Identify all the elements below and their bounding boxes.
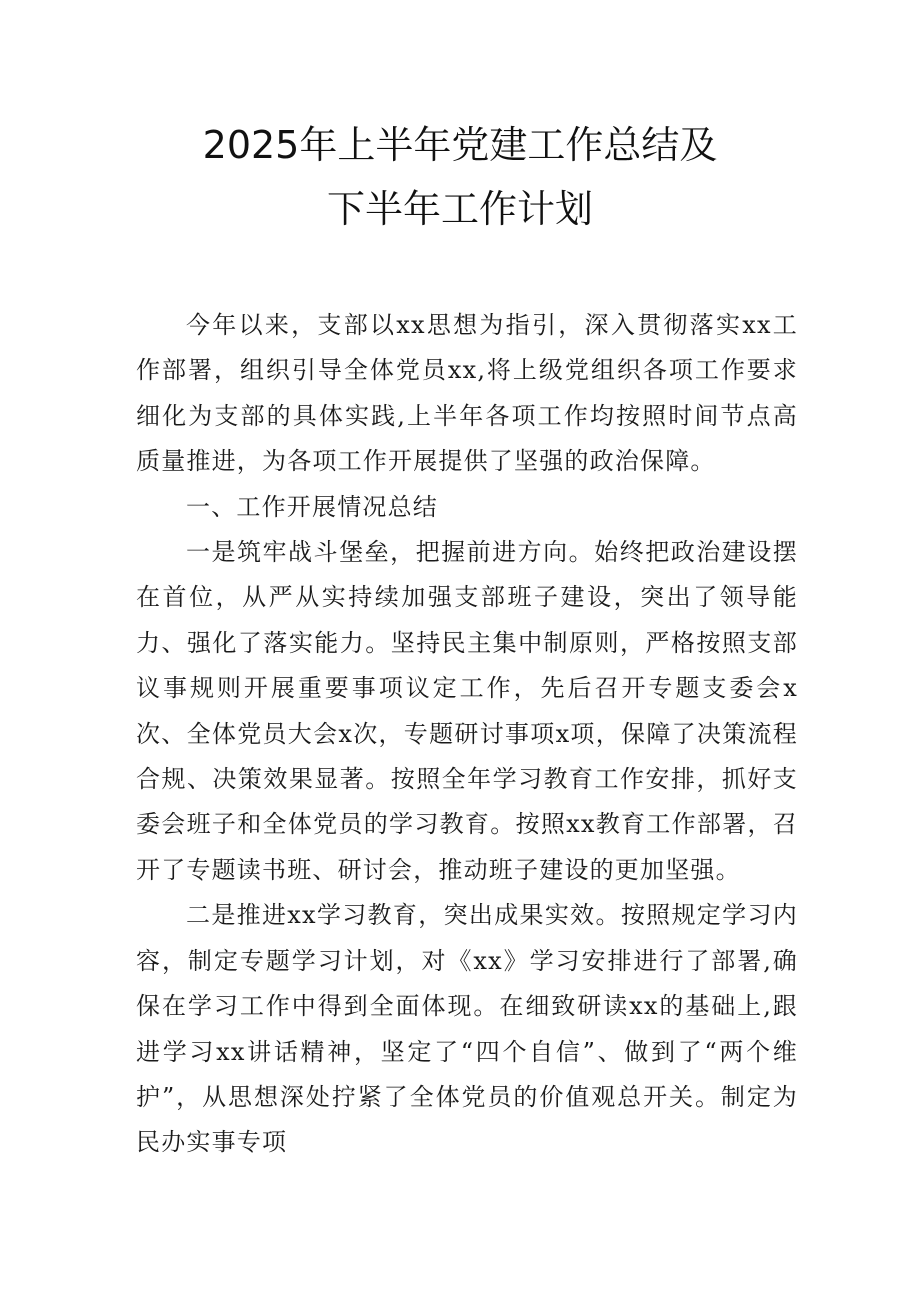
section-heading: 一、工作开展情况总结 [186,492,438,521]
paragraph-second-point: 二是推进xx学习教育，突出成果实效。按照规定学习内容，制定专题学习计划，对《xx》学习安排进行了部署,确保在学习工作中得到全面体现。在细致研读xx的基础上,跟进学习xx讲话精神，坚定了“四个自信”、做到了“两个维护”，从思想深处拧紧了全体党员的价值观总开关。制定为民办实事专项 [136,901,798,1157]
document-title-line1: 2025年上半年党建工作总结及 [202,123,718,167]
document-body [136,303,798,1166]
document-title-line2: 下半年工作计划 [326,187,593,231]
paragraph-first-point: 一是筑牢战斗堡垒，把握前进方向。始终把政治建设摆在首位，从严从实持续加强支部班子建设，突出了领导能力、强化了落实能力。坚持民主集中制原则，严格按照支部议事规则开展重要事项议定工作，先后召开专题支委会x次、全体党员大会x次，专题研讨事项x项，保障了决策流程合规、决策效果显著。按照全年学习教育工作安排，抓好支委会班子和全体党员的学习教育。按照xx教育工作部署，召开了专题读书班、研讨会，推动班子建设的更加坚强。 [136,538,798,884]
paragraph-intro: 今年以来，支部以xx思想为指引，深入贯彻落实xx工作部署，组织引导全体党员xx,将上级党组织各项工作要求细化为支部的具体实践,上半年各项工作均按照时间节点高质量推进，为各项工作开展提供了坚强的政治保障。 [136,311,798,476]
